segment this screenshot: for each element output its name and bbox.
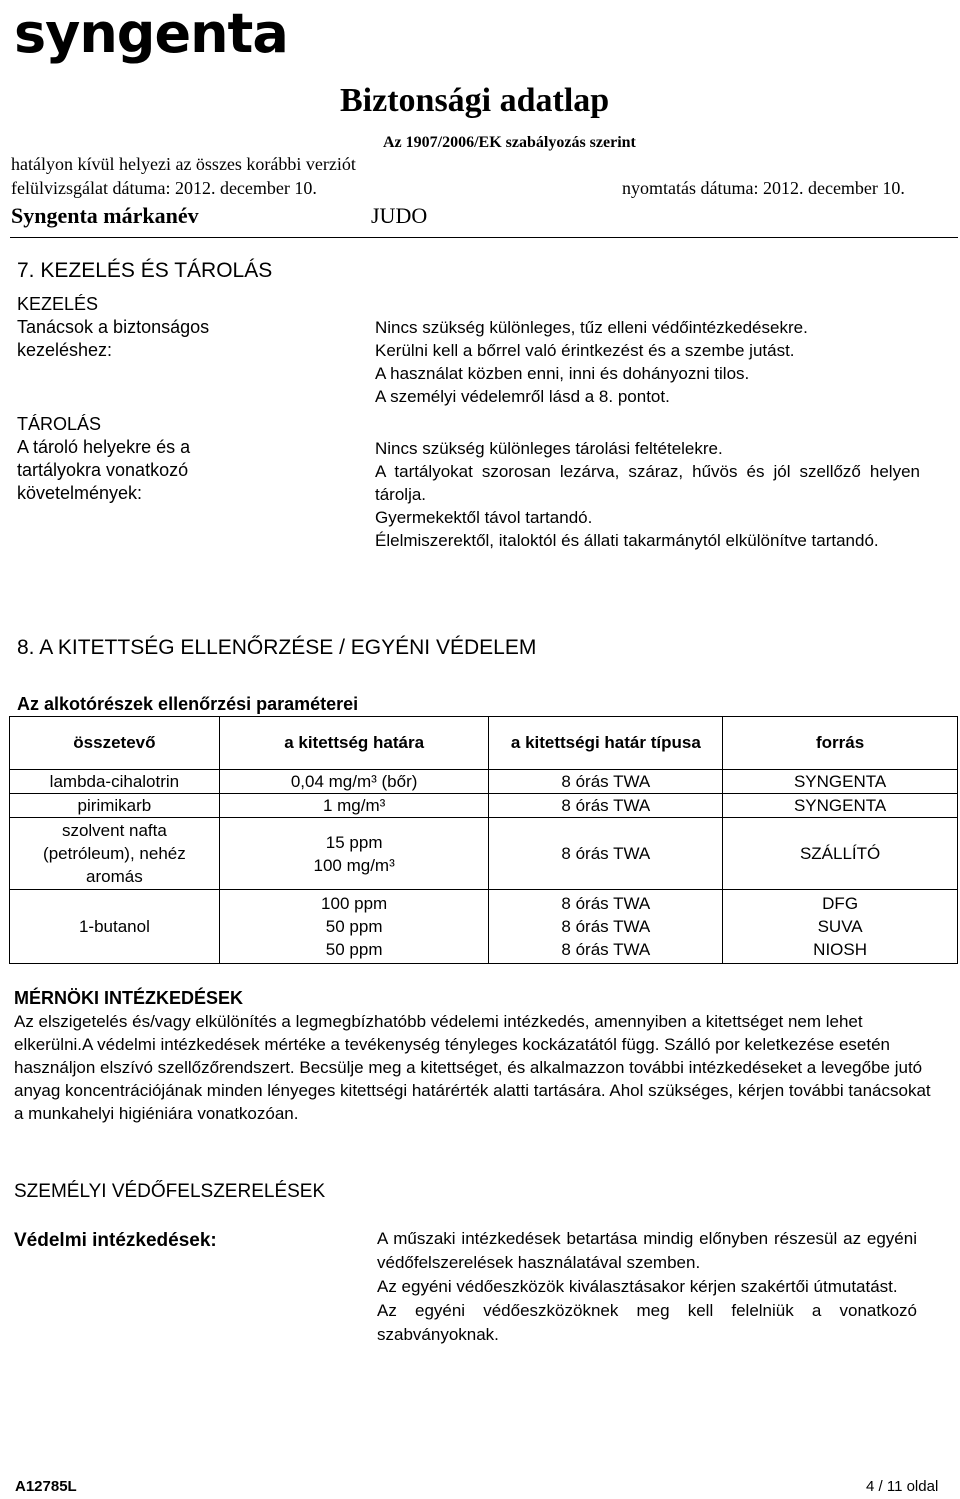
table-cell (723, 890, 958, 964)
protection-line: Az egyéni védőeszközöknek meg kell felelniük a vonatkozó szabványoknak. (377, 1301, 917, 1344)
cell-line: szolvent nafta (61, 821, 167, 840)
cell-line: 50 ppm (325, 940, 383, 959)
table-cell: 8 órás TWA (489, 770, 723, 794)
engineering-text: Az elszigetelés és/vagy elkülönítés a legmegbízhatóbb védelemi intézkedés, amennyiben a kitettséget nem lehet elkerülni.A védelmi intézkedések mértéke a tevékenység tényleges kockázatától függ. Szálló por keletkezése esetén használjon elszívó szellőzőrendszert. Becsülje meg a kitettséget, és alkalmazzon további intézkedéseket a levegőbe jutó anyag koncentrációjának minden lényeges kitettségi határérték alatti tartására. Ahol szükséges, kérjen további tanácsokat a munkahelyi higiéniára vonatkozóan. (14, 1012, 931, 1123)
protection-label: Védelmi intézkedések: (14, 1230, 217, 1251)
storage-line: A tartályokat szorosan lezárva, száraz, hűvös és jól szellőző helyen tárolja. (375, 462, 920, 504)
table-cell: SZÁLLÍTÓ (723, 818, 958, 890)
brand-label: Syngenta márkanév (11, 203, 199, 228)
document-code: A12785L (15, 1478, 77, 1495)
table-cell: SYNGENTA (723, 770, 958, 794)
handling-label: Tanácsok a biztonságos kezeléshez: (17, 317, 210, 360)
table-header: forrás (723, 717, 958, 770)
storage-text (375, 437, 920, 552)
cell-line: 100 mg/m³ (313, 855, 395, 875)
cell-line: 100 ppm (321, 894, 388, 913)
section7-title: 7. KEZELÉS ÉS TÁROLÁS (17, 259, 273, 282)
storage-heading: TÁROLÁS (17, 414, 102, 434)
handling-text (375, 316, 920, 408)
page-number: 4 / 11 oldal (866, 1478, 939, 1495)
exposure-limits-table (9, 716, 958, 964)
cell-line: SUVA (817, 917, 863, 936)
supersedes-note: hatályon kívül helyezi az összes korábbi verziót (11, 154, 356, 174)
storage-line: Nincs szükség különleges tárolási feltételekre. (375, 439, 723, 458)
table-header-row (10, 717, 958, 770)
handling-line: A használat közben enni, inni és dohányozni tilos. (375, 364, 750, 383)
print-date: nyomtatás dátuma: 2012. december 10. (622, 178, 905, 198)
table-cell: 0,04 mg/m³ (bőr) (219, 770, 489, 794)
table-cell (10, 818, 220, 890)
table-cell: 1-butanol (10, 890, 220, 964)
protection-line: Az egyéni védőeszközök kiválasztásakor kérjen szakértői útmutatást. (377, 1277, 898, 1296)
cell-line: NIOSH (813, 940, 868, 959)
table-cell: 8 órás TWA (489, 818, 723, 890)
cell-line: aromás (86, 867, 143, 886)
cell-line: DFG (822, 894, 859, 913)
storage-label: A tároló helyekre és a tartályokra vonatkozó követelmények: (17, 437, 191, 503)
table-cell (219, 818, 489, 890)
header-divider (10, 237, 958, 238)
document-title: Biztonsági adatlap (340, 82, 610, 119)
table-cell (489, 890, 723, 964)
table-cell (219, 890, 489, 964)
storage-line: Élelmiszerektől, italoktól és állati takarmánytól elkülönítve tartandó. (375, 531, 879, 550)
table-cell: 1 mg/m³ (219, 794, 489, 818)
table-cell: lambda-cihalotrin (10, 770, 220, 794)
table-header: a kitettségi határ típusa (489, 717, 723, 770)
table-cell: 8 órás TWA (489, 794, 723, 818)
revision-date: felülvizsgálat dátuma: 2012. december 10. (11, 178, 317, 198)
cell-line: 50 ppm (325, 917, 383, 936)
table-cell: pirimikarb (10, 794, 220, 818)
handling-line: Kerülni kell a bőrrel való érintkezést és a szembe jutást. (375, 341, 795, 360)
table-header: összetevő (10, 717, 220, 770)
table-header: a kitettség határa (219, 717, 489, 770)
section8-title: 8. A KITETTSÉG ELLENŐRZÉSE / EGYÉNI VÉDELEM (17, 636, 537, 659)
params-heading: Az alkotórészek ellenőrzési paraméterei (17, 694, 359, 714)
protection-line: A műszaki intézkedések betartása mindig előnyben részesül az egyéni védőfelszerelések használatával szemben. (377, 1229, 917, 1272)
cell-line: 8 órás TWA (561, 894, 651, 913)
table-cell: SYNGENTA (723, 794, 958, 818)
engineering-heading: MÉRNÖKI INTÉZKEDÉSEK (14, 988, 244, 1008)
handling-line: Nincs szükség különleges, tűz elleni védőintézkedésekre. (375, 318, 808, 337)
cell-line: 15 ppm (325, 832, 383, 852)
handling-heading: KEZELÉS (17, 294, 99, 314)
protection-text (377, 1227, 917, 1347)
table-row (10, 818, 958, 890)
cell-line: (petróleum), nehéz (43, 844, 186, 863)
cell-line: 8 órás TWA (561, 917, 651, 936)
storage-line: Gyermekektől távol tartandó. (375, 508, 593, 527)
table-row (10, 794, 958, 818)
regulation-note: Az 1907/2006/EK szabályozás szerint (383, 134, 636, 151)
table-row (10, 890, 958, 964)
syngenta-logo: syngenta (14, 2, 288, 65)
cell-line: 8 órás TWA (561, 940, 651, 959)
handling-line: A személyi védelemről lásd a 8. pontot. (375, 387, 670, 406)
table-row (10, 770, 958, 794)
ppe-heading: SZEMÉLYI VÉDŐFELSZERELÉSEK (14, 1181, 326, 1202)
brand-name: JUDO (371, 203, 428, 228)
